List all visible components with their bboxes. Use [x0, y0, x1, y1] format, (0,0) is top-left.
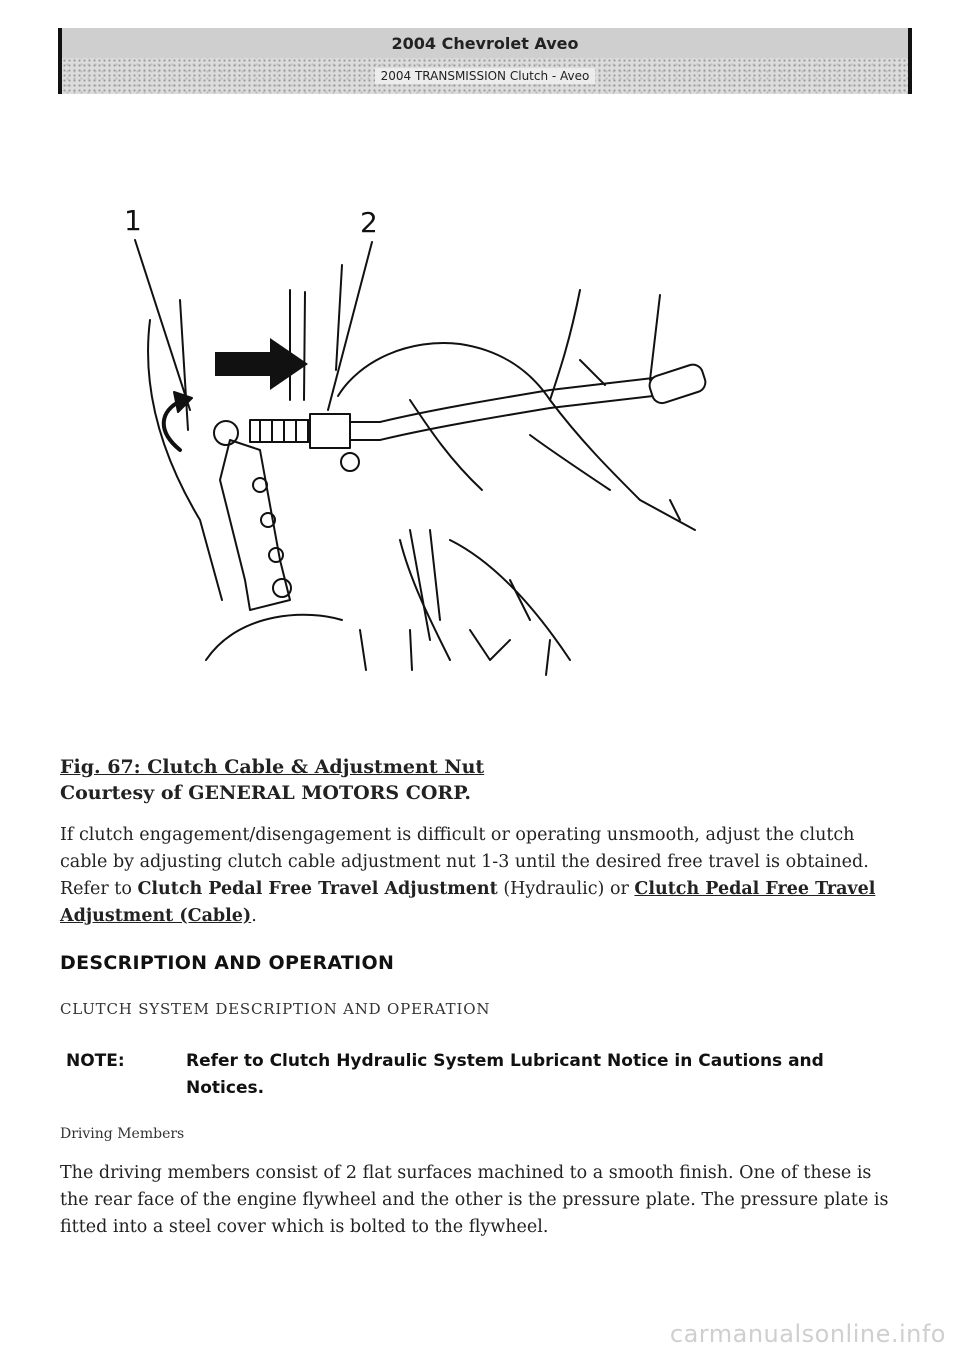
header-title: 2004 Chevrolet Aveo: [391, 33, 579, 53]
adjustment-nut: [250, 414, 380, 448]
leader-line-2: [328, 242, 372, 410]
link-free-travel-cable[interactable]: Clutch Pedal Free Travel Adjustment (Cable): [60, 879, 876, 926]
adjustment-text-mid: (Hydraulic) or: [497, 879, 635, 899]
header-title-bar: [62, 28, 908, 58]
section-subheading: CLUTCH SYSTEM DESCRIPTION AND OPERATION: [60, 1000, 491, 1018]
clutch-lever: [214, 421, 359, 610]
note-text: Refer to Clutch Hydraulic System Lubricant Notice in Cautions and Notices.: [186, 1051, 824, 1098]
adjustment-text-start: If clutch engagement/disengagement is difficult or operating unsmooth, adjust the clutch cable by adjusting clutch cable adjustment nut 1-3 until the desired free travel is obtained. Refer to: [60, 825, 869, 899]
link-free-travel-hydraulic[interactable]: Clutch Pedal Free Travel Adjustment: [137, 879, 498, 899]
driving-members-heading: Driving Members: [60, 1126, 185, 1142]
section-heading: DESCRIPTION AND OPERATION: [60, 952, 395, 974]
header-subtitle: 2004 TRANSMISSION Clutch - Aveo: [375, 68, 596, 84]
document-header: [58, 28, 912, 94]
callout-2: 2: [360, 206, 378, 239]
adjustment-text-end: .: [251, 906, 257, 926]
callout-1: 1: [124, 204, 142, 237]
figure-courtesy: Courtesy of GENERAL MOTORS CORP.: [60, 782, 471, 804]
driving-members-paragraph: The driving members consist of 2 flat surfaces machined to a smooth finish. One of these is the rear face of the engine flywheel and the other is the pressure plate. The pressure plate is fitted into a steel cover which is bolted to the flywheel.: [60, 1163, 889, 1237]
header-subtitle-bar: [62, 58, 908, 94]
adjustment-paragraph: [60, 822, 900, 930]
site-watermark: carmanualsonline.info: [669, 1320, 946, 1348]
note-label: NOTE:: [66, 1051, 125, 1071]
direction-arrow: [215, 338, 308, 390]
note-block: [66, 1048, 886, 1102]
clutch-cable-illustration: [110, 200, 710, 680]
figure-caption: Fig. 67: Clutch Cable & Adjustment Nut: [60, 756, 485, 778]
